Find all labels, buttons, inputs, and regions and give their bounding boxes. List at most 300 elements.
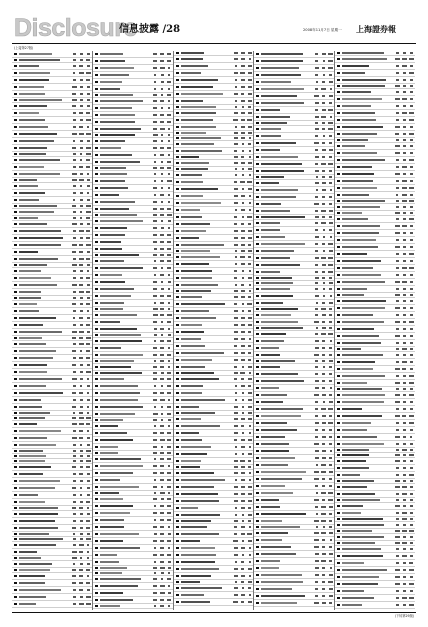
row-figure xyxy=(401,368,408,371)
row-marker xyxy=(174,72,181,75)
row-marker xyxy=(174,181,181,184)
row-marker xyxy=(174,486,181,489)
row-figure xyxy=(246,162,253,165)
row-marker xyxy=(335,159,342,162)
row-figure xyxy=(313,88,320,91)
row-figure xyxy=(232,303,239,306)
row-marker xyxy=(174,244,181,247)
row-text xyxy=(181,526,233,529)
row-marker xyxy=(174,270,181,273)
row-marker xyxy=(93,547,100,550)
row-text xyxy=(181,270,233,273)
table-row xyxy=(12,157,92,164)
row-marker xyxy=(93,328,100,331)
row-text xyxy=(100,347,152,350)
row-marker xyxy=(174,52,181,55)
row-marker xyxy=(12,251,19,254)
table-row xyxy=(12,235,92,242)
row-figure xyxy=(232,310,239,313)
row-figure xyxy=(408,422,415,425)
row-figure xyxy=(327,602,334,605)
row-figure xyxy=(239,86,246,89)
row-figure xyxy=(232,290,239,293)
row-figure xyxy=(71,258,78,261)
row-marker xyxy=(174,168,181,171)
table-row xyxy=(174,437,254,444)
table-row xyxy=(12,525,92,532)
table-row xyxy=(93,98,173,105)
row-figure xyxy=(320,394,327,397)
row-figure xyxy=(166,505,173,508)
table-row xyxy=(335,340,415,347)
row-figure xyxy=(85,364,92,367)
row-figure xyxy=(85,217,92,220)
row-figure xyxy=(327,95,334,98)
row-figure xyxy=(71,291,78,294)
row-figure xyxy=(152,281,159,284)
row-marker xyxy=(12,173,19,176)
row-marker xyxy=(174,150,181,153)
row-text xyxy=(342,260,394,263)
row-text xyxy=(19,544,71,547)
row-text xyxy=(19,430,71,433)
row-figure xyxy=(78,303,85,306)
table-row xyxy=(174,282,254,289)
table-row xyxy=(12,549,92,556)
row-marker xyxy=(12,310,19,313)
table-row xyxy=(12,397,92,404)
row-figure xyxy=(246,587,253,590)
row-figure xyxy=(239,352,246,355)
row-figure xyxy=(320,302,327,305)
row-marker xyxy=(254,401,261,404)
row-figure xyxy=(85,337,92,340)
row-figure xyxy=(408,436,415,439)
row-figure xyxy=(401,460,408,463)
row-text xyxy=(100,419,152,422)
row-figure xyxy=(394,200,401,203)
row-text xyxy=(100,432,152,435)
row-figure xyxy=(166,599,173,602)
row-figure xyxy=(232,79,239,82)
row-text xyxy=(19,423,71,426)
row-figure xyxy=(401,443,408,446)
row-figure xyxy=(313,581,320,584)
row-figure xyxy=(159,214,166,217)
row-text xyxy=(261,394,313,397)
row-marker xyxy=(254,499,261,502)
row-marker xyxy=(254,327,261,330)
row-figure xyxy=(239,514,246,517)
row-marker xyxy=(335,518,342,521)
table-row xyxy=(93,604,173,609)
row-figure xyxy=(320,163,327,166)
row-figure xyxy=(159,432,166,435)
row-marker xyxy=(93,605,100,608)
row-figure xyxy=(71,147,78,150)
row-figure xyxy=(78,251,85,254)
row-marker xyxy=(335,449,342,452)
row-marker xyxy=(93,321,100,324)
row-figure xyxy=(159,220,166,223)
continued-from-note: (上接第27版) xyxy=(14,46,34,50)
row-figure xyxy=(85,544,92,547)
row-text xyxy=(181,290,233,293)
row-figure xyxy=(327,567,334,570)
row-figure xyxy=(394,79,401,82)
table-row xyxy=(254,248,334,255)
row-figure xyxy=(394,375,401,378)
row-figure xyxy=(232,561,239,564)
row-figure xyxy=(159,308,166,311)
row-text xyxy=(261,53,313,56)
table-row xyxy=(335,143,415,150)
row-figure xyxy=(401,536,408,539)
table-row xyxy=(254,476,334,483)
row-marker xyxy=(335,474,342,477)
row-figure xyxy=(78,460,85,463)
row-figure xyxy=(320,415,327,418)
row-figure xyxy=(78,527,85,530)
row-figure xyxy=(320,436,327,439)
row-marker xyxy=(93,354,100,357)
row-marker xyxy=(174,195,181,198)
row-text xyxy=(19,343,71,346)
row-figure xyxy=(152,360,159,363)
row-figure xyxy=(394,335,401,338)
row-text xyxy=(342,348,394,351)
row-text xyxy=(181,520,233,523)
row-text xyxy=(261,308,313,311)
row-text xyxy=(342,569,394,572)
row-text xyxy=(100,201,152,204)
row-marker xyxy=(335,597,342,600)
table-row xyxy=(174,77,254,84)
row-text xyxy=(342,480,394,483)
row-figure xyxy=(71,487,78,490)
row-figure xyxy=(239,581,246,584)
table-row xyxy=(335,392,415,399)
table-row xyxy=(174,423,254,430)
row-figure xyxy=(401,512,408,515)
row-marker xyxy=(93,254,100,257)
row-text xyxy=(261,229,313,232)
row-figure xyxy=(166,519,173,522)
table-row xyxy=(335,216,415,223)
row-marker xyxy=(335,536,342,539)
row-figure xyxy=(313,526,320,529)
row-figure xyxy=(320,156,327,159)
row-marker xyxy=(93,519,100,522)
row-figure xyxy=(159,295,166,298)
table-row xyxy=(335,602,415,609)
table-row xyxy=(254,434,334,441)
row-figure xyxy=(232,181,239,184)
row-figure xyxy=(246,58,253,61)
row-figure xyxy=(246,520,253,523)
row-figure xyxy=(246,359,253,362)
row-marker xyxy=(12,237,19,240)
row-figure xyxy=(78,507,85,510)
row-marker xyxy=(12,79,19,82)
row-figure xyxy=(152,100,159,103)
row-figure xyxy=(313,314,320,317)
table-row xyxy=(174,141,254,148)
row-figure xyxy=(152,399,159,402)
row-text xyxy=(342,436,394,439)
row-text xyxy=(19,173,71,176)
row-figure xyxy=(71,385,78,388)
row-figure xyxy=(152,134,159,137)
table-row xyxy=(93,293,173,300)
row-marker xyxy=(93,74,100,77)
row-figure xyxy=(320,408,327,411)
row-figure xyxy=(239,479,246,482)
row-marker xyxy=(12,223,19,226)
row-text xyxy=(181,500,233,503)
row-figure xyxy=(166,288,173,291)
row-marker xyxy=(254,408,261,411)
table-row xyxy=(93,239,173,246)
row-figure xyxy=(327,492,334,495)
row-text xyxy=(181,156,233,159)
row-figure xyxy=(78,557,85,560)
row-figure xyxy=(85,513,92,516)
row-figure xyxy=(152,605,159,608)
row-marker xyxy=(335,486,342,489)
table-row xyxy=(12,308,92,315)
table-row xyxy=(335,150,415,157)
row-figure xyxy=(320,546,327,549)
table-row xyxy=(12,601,92,608)
row-text xyxy=(100,281,152,284)
row-figure xyxy=(85,99,92,102)
row-figure xyxy=(232,174,239,177)
row-text xyxy=(261,271,313,274)
row-figure xyxy=(232,168,239,171)
row-figure xyxy=(394,368,401,371)
row-figure xyxy=(232,533,239,536)
row-figure xyxy=(394,401,401,404)
row-figure xyxy=(232,575,239,578)
table-row xyxy=(12,145,92,152)
table-row xyxy=(335,434,415,441)
table-row xyxy=(93,590,173,597)
row-figure xyxy=(313,277,320,280)
row-figure xyxy=(85,455,92,458)
row-figure xyxy=(408,328,415,331)
row-figure xyxy=(327,88,334,91)
row-figure xyxy=(239,296,246,299)
row-text xyxy=(261,408,313,411)
row-figure xyxy=(313,282,320,285)
row-text xyxy=(100,479,152,482)
row-marker xyxy=(12,217,19,220)
table-row xyxy=(335,595,415,602)
table-row xyxy=(93,538,173,545)
row-figure xyxy=(320,196,327,199)
row-text xyxy=(19,112,71,115)
row-figure xyxy=(327,443,334,446)
row-text xyxy=(261,513,313,516)
row-marker xyxy=(93,161,100,164)
row-figure xyxy=(152,334,159,337)
row-text xyxy=(181,561,233,564)
row-text xyxy=(100,173,152,176)
table-row xyxy=(335,534,415,541)
row-text xyxy=(100,53,152,56)
table-row xyxy=(335,312,415,319)
row-figure xyxy=(152,458,159,461)
row-figure xyxy=(71,589,78,592)
row-figure xyxy=(239,412,246,415)
row-text xyxy=(19,596,71,599)
row-figure xyxy=(232,52,239,55)
table-row xyxy=(12,103,92,110)
row-marker xyxy=(12,417,19,420)
row-figure xyxy=(327,203,334,206)
row-marker xyxy=(12,93,19,96)
row-text xyxy=(19,406,71,409)
row-figure xyxy=(320,360,327,363)
table-row xyxy=(254,427,334,434)
row-figure xyxy=(239,568,246,571)
continued-to-note: (下转第29版) xyxy=(394,614,414,618)
row-figure xyxy=(78,430,85,433)
table-row xyxy=(174,160,254,167)
table-row xyxy=(93,496,173,503)
row-figure xyxy=(232,460,239,463)
row-text xyxy=(261,574,313,577)
row-figure xyxy=(232,520,239,523)
row-figure xyxy=(232,250,239,253)
row-figure xyxy=(152,592,159,595)
row-figure xyxy=(85,582,92,585)
row-figure xyxy=(159,100,166,103)
row-figure xyxy=(394,52,401,55)
row-marker xyxy=(335,429,342,432)
row-figure xyxy=(246,256,253,259)
row-figure xyxy=(239,594,246,597)
row-text xyxy=(342,307,394,310)
row-figure xyxy=(320,182,327,185)
table-row xyxy=(174,599,254,606)
row-figure xyxy=(232,256,239,259)
row-figure xyxy=(313,408,320,411)
table-row xyxy=(335,265,415,272)
row-figure xyxy=(246,223,253,226)
row-figure xyxy=(152,274,159,277)
row-marker xyxy=(335,307,342,310)
row-figure xyxy=(239,230,246,233)
row-marker xyxy=(93,187,100,190)
row-figure xyxy=(327,314,334,317)
row-marker xyxy=(254,60,261,63)
table-row xyxy=(12,561,92,568)
row-figure xyxy=(159,128,166,131)
row-figure xyxy=(408,394,415,397)
row-figure xyxy=(401,145,408,148)
row-figure xyxy=(78,105,85,108)
table-row xyxy=(174,484,254,491)
row-figure xyxy=(159,321,166,324)
row-figure xyxy=(71,199,78,202)
table-row xyxy=(254,194,334,201)
row-figure xyxy=(327,520,334,523)
row-marker xyxy=(93,413,100,416)
table-row xyxy=(93,51,173,58)
row-figure xyxy=(152,248,159,251)
row-figure xyxy=(401,72,408,75)
row-text xyxy=(181,581,233,584)
row-figure xyxy=(152,214,159,217)
table-row xyxy=(254,537,334,544)
row-figure xyxy=(71,223,78,226)
table-row xyxy=(12,485,92,492)
row-figure xyxy=(246,119,253,122)
table-row xyxy=(254,262,334,269)
row-marker xyxy=(254,81,261,84)
row-marker xyxy=(335,436,342,439)
row-text xyxy=(100,392,152,395)
row-text xyxy=(100,599,152,602)
row-figure xyxy=(159,492,166,495)
row-figure xyxy=(152,540,159,543)
row-marker xyxy=(254,250,261,253)
row-marker xyxy=(335,415,342,418)
table-row xyxy=(12,478,92,485)
row-text xyxy=(342,524,394,527)
row-text xyxy=(181,119,233,122)
row-figure xyxy=(327,415,334,418)
row-text xyxy=(181,296,233,299)
row-text xyxy=(261,288,313,291)
row-text xyxy=(261,520,313,523)
row-figure xyxy=(85,450,92,453)
table-row xyxy=(93,105,173,112)
row-figure xyxy=(166,107,173,110)
row-figure xyxy=(232,195,239,198)
table-row xyxy=(174,498,254,505)
row-figure xyxy=(166,399,173,402)
row-text xyxy=(181,244,233,247)
row-text xyxy=(100,592,152,595)
row-figure xyxy=(166,295,173,298)
row-figure xyxy=(246,112,253,115)
row-text xyxy=(100,334,152,337)
row-figure xyxy=(159,53,166,56)
row-figure xyxy=(327,282,334,285)
row-figure xyxy=(401,260,408,263)
row-text xyxy=(181,359,233,362)
row-marker xyxy=(93,392,100,395)
row-text xyxy=(342,460,394,463)
row-text xyxy=(19,378,71,381)
row-marker xyxy=(254,340,261,343)
table-row xyxy=(93,272,173,279)
row-figure xyxy=(408,119,415,122)
row-figure xyxy=(327,264,334,267)
row-figure xyxy=(246,568,253,571)
row-figure xyxy=(78,153,85,156)
row-text xyxy=(342,173,394,176)
row-figure xyxy=(232,526,239,529)
row-text xyxy=(342,85,394,88)
row-figure xyxy=(327,116,334,119)
row-figure xyxy=(159,526,166,529)
table-row xyxy=(93,312,173,319)
row-figure xyxy=(246,188,253,191)
